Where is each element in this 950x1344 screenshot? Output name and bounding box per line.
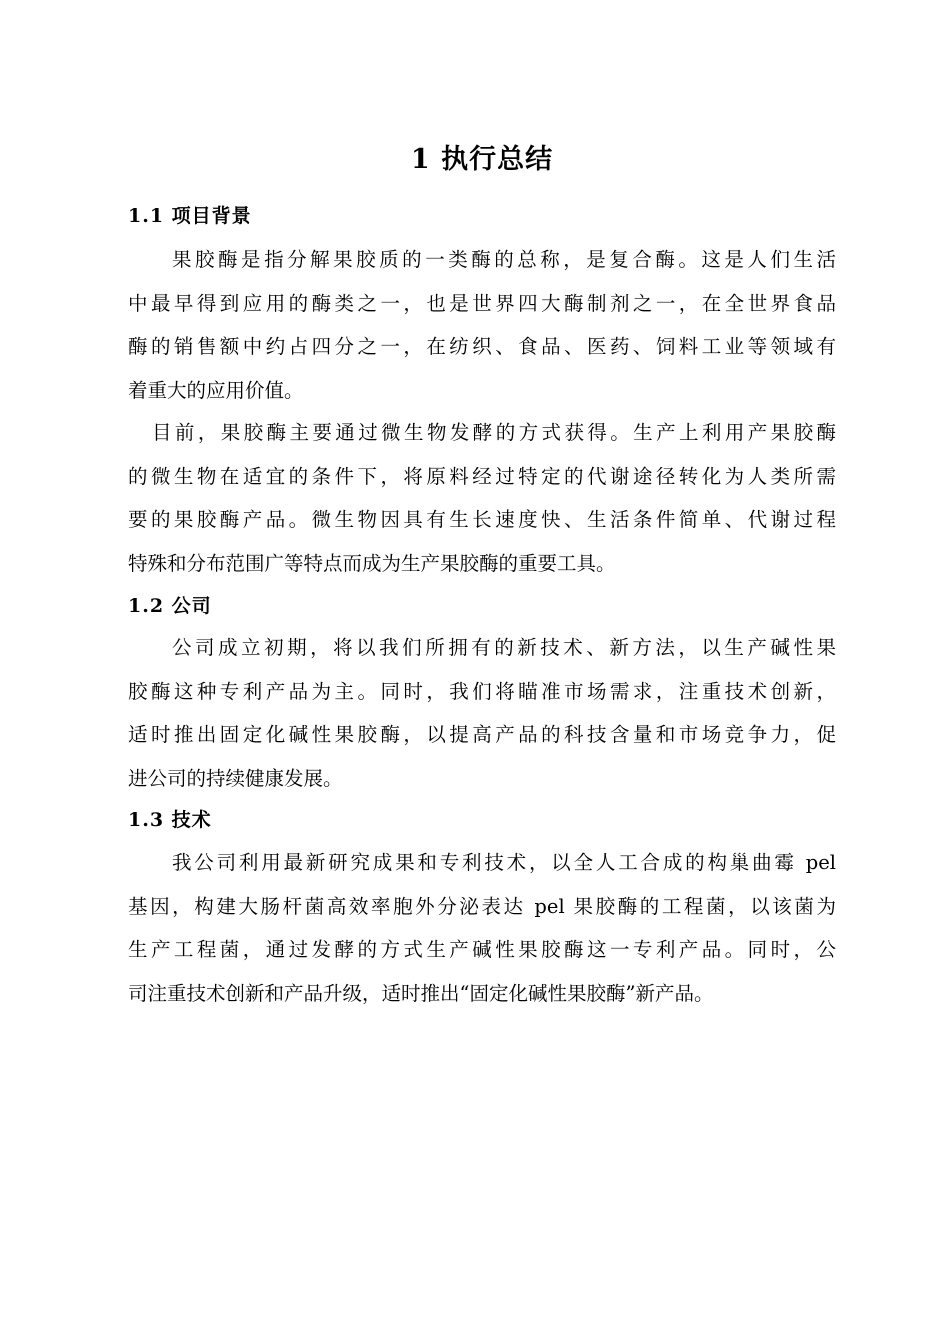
text-line: 果胶酶是指分解果胶质的一类酶的总称，是复合酶。这是人们生活: [172, 248, 836, 271]
text-line: 要的果胶酶产品。微生物因具有生长速度快、生活条件简单、代谢过程: [128, 508, 836, 531]
paragraph-1-2: [128, 626, 836, 800]
text-line: 公司成立初期，将以我们所拥有的新技术、新方法，以生产碱性果: [172, 636, 836, 659]
text-line: 着重大的应用价值。: [128, 378, 304, 402]
section-title-1-2: 1.2 公司: [128, 595, 212, 617]
section-title-1-3: 1.3 技术: [128, 809, 212, 831]
text-line: 目前，果胶酶主要通过微生物发酵的方式获得。生产上利用产果胶酶: [152, 421, 836, 444]
paragraph-1-1-a: [128, 238, 836, 412]
paragraph-1-1-b: [128, 411, 836, 585]
section-title-1-1: 1.1 项目背景: [128, 205, 252, 227]
text-line: 进公司的持续健康发展。: [128, 766, 343, 790]
text-line: 中最早得到应用的酶类之一，也是世界四大酶制剂之一，在全世界食品: [128, 291, 836, 315]
text-line: 的微生物在适宜的条件下，将原料经过特定的代谢途径转化为人类所需: [128, 464, 836, 488]
text-line: 胶酶这种专利产品为主。同时，我们将瞄准市场需求，注重技术创新，: [128, 679, 836, 703]
text-line: 基因，构建大肠杆菌高效率胞外分泌表达 pel 果胶酶的工程菌，以该菌为: [128, 894, 836, 918]
text-line: 我公司利用最新研究成果和专利技术，以全人工合成的构巢曲霉 pel: [172, 851, 836, 874]
text-line: 特殊和分布范围广等特点而成为生产果胶酶的重要工具。: [128, 551, 616, 575]
text-line: 司注重技术创新和产品升级，适时推出“固定化碱性果胶酶”新产品。: [128, 981, 714, 1005]
text-line: 生产工程菌，通过发酵的方式生产碱性果胶酶这一专利产品。同时，公: [128, 938, 836, 961]
text-line: 适时推出固定化碱性果胶酶，以提高产品的科技含量和市场竞争力，促: [128, 723, 836, 746]
paragraph-1-3: [128, 841, 836, 1015]
text-line: 酶的销售额中约占四分之一，在纺织、食品、医药、饲料工业等领域有: [128, 335, 836, 358]
chapter-title: 1 执行总结: [410, 144, 554, 175]
